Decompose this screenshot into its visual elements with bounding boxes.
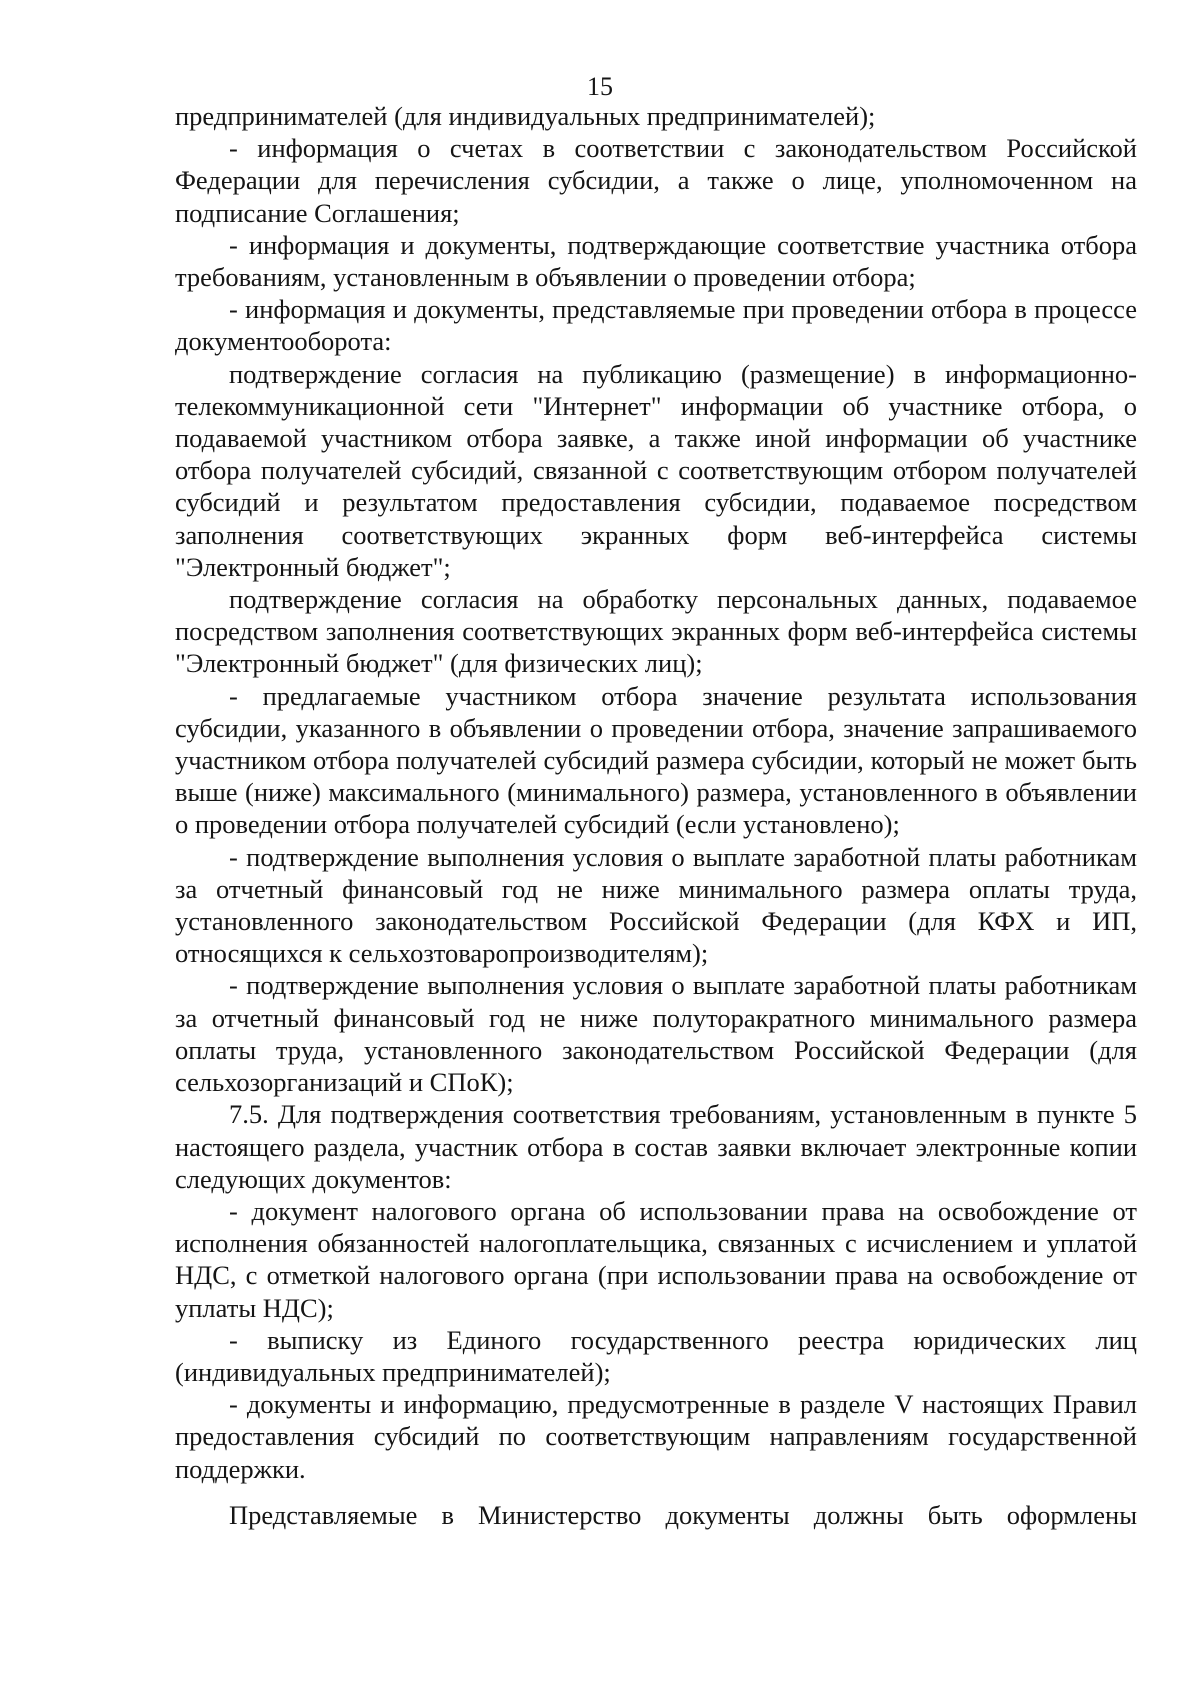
- paragraph-proposed-result: - предлагаемые участником отбора значение результата использования субсидии, указанного в объявлении о проведении отбора, значение запрашиваемого участником отбора получателей субсидий размера субсидии, который не может быть выше (ниже) максимального (минимального) размера, установленного в объявлении о проведении отбора получателей субсидий (если установлено);: [175, 680, 1137, 840]
- paragraph-section-v-documents: - документы и информацию, предусмотренные в разделе V настоящих Правил предоставления субсидий по соответствующим направлениям государственной поддержки.: [175, 1389, 1137, 1484]
- paragraph-egrul-extract: - выписку из Единого государственного реестра юридических лиц (индивидуальных предпринимателей);: [175, 1324, 1137, 1387]
- paragraph-continuation: предпринимателей (для индивидуальных предпринимателей);: [175, 101, 876, 131]
- paragraph-wage-condition-kfh: - подтверждение выполнения условия о выплате заработной платы работникам за отчетный финансовый год не ниже минимального размера оплаты труда, установленного законодательством Российской Федерации (для КФХ и ИП, относящихся к сельхозтоваропроизводителям);: [175, 841, 1137, 969]
- paragraph-ministry-documents: Представляемые в Министерство документы должны быть оформлены: [229, 1499, 1137, 1530]
- paragraph-section-7-5: 7.5. Для подтверждения соответствия требованиям, установленным в пункте 5 настоящего раздела, участник отбора в состав заявки включает электронные копии следующих документов:: [175, 1099, 1137, 1194]
- document-body: [175, 100, 1137, 1531]
- paragraph-wage-condition-spok: - подтверждение выполнения условия о выплате заработной платы работникам за отчетный финансовый год не ниже полуторакратного минимального размера оплаты труда, установленного законодательством Российской Федерации (для сельхозорганизаций и СПоК);: [175, 970, 1137, 1098]
- paragraph-compliance-documents: - информация и документы, подтверждающие соответствие участника отбора требованиям, установленным в объявлении о проведении отбора;: [175, 229, 1137, 293]
- paragraph-tax-document: - документ налогового органа об использовании права на освобождение от исполнения обязанностей налогоплательщика, связанных с исчислением и уплатой НДС, с отметкой налогового органа (при использовании права на освобождение от уплаты НДС);: [175, 1195, 1137, 1323]
- paragraph-publication-consent: подтверждение согласия на публикацию (размещение) в информационно-телекоммуникационной сети "Интернет" информации об участнике отбора, о подаваемой участником отбора заявке, а также иной информации об участнике отбора получателей субсидий, связанной с соответствующим отбором получателей субсидий и результатом предоставления субсидии, подаваемое посредством заполнения соответствующих экранных форм веб-интерфейса системы "Электронный бюджет";: [175, 358, 1137, 582]
- paragraph-bank-account-info: - информация о счетах в соответствии с законодательством Российской Федерации для перечисления субсидии, а также о лице, уполномоченном на подписание Соглашения;: [175, 133, 1137, 228]
- paragraph-document-flow: - информация и документы, представляемые при проведении отбора в процессе документооборота:: [175, 294, 1137, 357]
- page-number: 15: [587, 72, 613, 101]
- paragraph-personal-data-consent: подтверждение согласия на обработку персональных данных, подаваемое посредством заполнения соответствующих экранных форм веб-интерфейса системы "Электронный бюджет" (для физических лиц);: [175, 584, 1137, 679]
